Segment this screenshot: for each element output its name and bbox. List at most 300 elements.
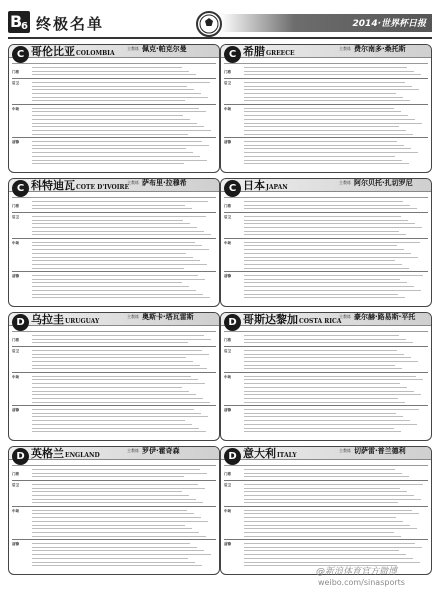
roster-row: [244, 513, 419, 514]
team-panel: [8, 312, 220, 441]
position-label: 前锋: [12, 140, 19, 145]
team-name-en: COSTA RICA: [299, 318, 342, 325]
roster-row: [32, 398, 203, 399]
team-name: [31, 313, 99, 328]
roster-row: [32, 428, 199, 429]
roster-row: [32, 231, 204, 232]
roster-row: [32, 558, 188, 559]
roster-header-row: [224, 194, 428, 198]
roster-row: [32, 532, 199, 533]
roster-row: [244, 297, 405, 298]
roster-row: [244, 100, 410, 101]
roster-row: [244, 550, 399, 551]
roster-row: [32, 339, 211, 340]
position-label: 门将: [224, 204, 231, 208]
position-divider: [12, 104, 216, 105]
roster-row: [244, 543, 415, 544]
roster-row: [244, 532, 394, 533]
roster-row: [244, 126, 399, 127]
roster-row: [244, 145, 404, 146]
roster-row: [244, 499, 421, 500]
position-divider: [224, 372, 428, 373]
roster-row: [32, 264, 207, 265]
roster-row: [32, 357, 186, 358]
position-label: 门将: [224, 70, 231, 74]
position-label: 中场: [224, 375, 231, 379]
roster-row: [244, 495, 414, 496]
coach-name: 切萨雷·普兰德利: [354, 447, 406, 455]
position-label: 前锋: [224, 542, 231, 547]
team-name-cn: 乌拉圭: [31, 313, 64, 326]
roster-row: [244, 387, 407, 388]
position-divider: [12, 271, 216, 272]
roster-row: [244, 402, 405, 403]
roster-row: [244, 476, 409, 477]
roster-row: [32, 536, 206, 537]
roster-row: [244, 517, 396, 518]
roster-row: [244, 152, 418, 153]
roster-row: [32, 257, 193, 258]
roster-row: [32, 141, 202, 142]
roster-row: [32, 253, 186, 254]
roster-row: [244, 290, 421, 291]
team-name-cn: 科特迪瓦: [31, 179, 75, 192]
group-letter: D: [224, 448, 241, 465]
roster-header-row: [224, 328, 428, 332]
roster-row: [32, 387, 182, 388]
roster-row: [244, 89, 419, 90]
coach-name: 罗伊·霍奇森: [142, 447, 180, 455]
roster-row: [244, 379, 423, 380]
coach-name: 佩克·帕克尔曼: [142, 45, 187, 53]
roster-row: [244, 547, 422, 548]
roster-row: [32, 383, 205, 384]
roster-row: [32, 123, 197, 124]
roster-row: [244, 383, 400, 384]
roster-row: [244, 268, 409, 269]
roster-row: [32, 223, 190, 224]
roster-row: [244, 201, 403, 202]
roster-row: [244, 350, 397, 351]
position-divider: [12, 212, 216, 213]
team-panel: [220, 44, 432, 173]
team-name: [31, 447, 100, 462]
coach-label: 主教练: [339, 448, 351, 453]
roster-row: [244, 205, 410, 206]
roster-row: [244, 74, 421, 75]
position-label: 中场: [224, 241, 231, 245]
roster-row: [32, 290, 196, 291]
page-header: [0, 9, 440, 43]
position-label: 前锋: [12, 542, 19, 547]
coach-label: 主教练: [127, 46, 139, 51]
team-name-cn: 希腊: [243, 45, 265, 58]
roster-row: [244, 82, 405, 83]
coach-label: 主教练: [339, 180, 351, 185]
roster-row: [244, 484, 423, 485]
position-label: 后卫: [12, 215, 19, 220]
position-label: 门将: [12, 472, 19, 476]
roster-row: [32, 74, 196, 75]
roster-row: [244, 108, 394, 109]
roster-row: [32, 97, 208, 98]
roster-row: [32, 119, 190, 120]
group-letter: C: [224, 46, 241, 63]
position-divider: [224, 506, 428, 507]
roster-row: [244, 502, 398, 503]
group-letter: D: [12, 314, 29, 331]
roster-row: [32, 517, 201, 518]
roster-row: [244, 469, 395, 470]
roster-table: [224, 462, 428, 572]
roster-row: [244, 231, 399, 232]
position-divider: [224, 78, 428, 79]
position-divider: [224, 238, 428, 239]
team-name-en: GREECE: [266, 50, 295, 57]
roster-row: [32, 565, 202, 566]
position-label: 前锋: [224, 274, 231, 279]
position-divider: [224, 480, 428, 481]
roster-row: [32, 249, 209, 250]
position-divider: [12, 372, 216, 373]
roster-row: [32, 208, 192, 209]
coach-label: 主教练: [127, 314, 139, 319]
position-label: 后卫: [224, 215, 231, 220]
coach-name: 阿尔贝托·扎切罗尼: [354, 179, 413, 187]
roster-row: [244, 361, 418, 362]
roster-row: [244, 245, 397, 246]
roster-row: [32, 111, 206, 112]
roster-row: [244, 223, 415, 224]
roster-row: [244, 510, 412, 511]
roster-row: [244, 93, 396, 94]
roster-row: [32, 260, 200, 261]
team-panel: [8, 446, 220, 575]
section-title: 终极名单: [36, 15, 105, 33]
team-name-cn: 哥斯达黎加: [243, 313, 298, 326]
roster-row: [244, 488, 400, 489]
roster-row: [32, 220, 183, 221]
group-letter: C: [12, 180, 29, 197]
roster-row: [244, 242, 420, 243]
roster-row: [244, 525, 410, 526]
roster-row: [244, 342, 413, 343]
roster-row: [244, 71, 414, 72]
roster-row: [244, 160, 402, 161]
roster-row: [32, 513, 194, 514]
roster-row: [32, 365, 200, 366]
roster-row: [244, 67, 407, 68]
roster-row: [32, 368, 207, 369]
roster-row: [32, 86, 187, 87]
roster-row: [32, 379, 198, 380]
roster-row: [32, 416, 208, 417]
roster-row: [244, 119, 415, 120]
position-label: 后卫: [224, 349, 231, 354]
position-label: 中场: [12, 107, 19, 111]
position-divider: [12, 480, 216, 481]
roster-row: [244, 536, 401, 537]
roster-row: [244, 130, 406, 131]
team-name-en: ENGLAND: [65, 452, 100, 459]
page-number-letter: B: [10, 12, 23, 31]
roster-row: [32, 409, 194, 410]
roster-row: [244, 354, 404, 355]
roster-row: [32, 402, 210, 403]
roster-row: [244, 357, 411, 358]
roster-row: [32, 342, 188, 343]
position-label: 后卫: [12, 483, 19, 488]
roster-row: [244, 282, 407, 283]
position-label: 后卫: [12, 81, 19, 86]
roster-row: [244, 294, 398, 295]
roster-row: [32, 510, 187, 511]
roster-row: [244, 562, 420, 563]
roster-table: [12, 462, 216, 572]
roster-row: [32, 420, 185, 421]
position-label: 中场: [12, 509, 19, 513]
roster-row: [32, 268, 184, 269]
coach-name: 费尔南多·桑托斯: [354, 45, 406, 53]
roster-row: [32, 134, 188, 135]
roster-row: [32, 71, 189, 72]
roster-header-row: [224, 60, 428, 64]
roster-row: [32, 488, 205, 489]
team-name: [243, 45, 295, 60]
roster-row: [32, 499, 196, 500]
roster-row: [244, 365, 395, 366]
roster-row: [244, 398, 398, 399]
team-name-cn: 英格兰: [31, 447, 64, 460]
roster-row: [32, 521, 208, 522]
roster-row: [244, 376, 416, 377]
roster-row: [32, 469, 200, 470]
weibo-watermark: @新浪体育官方微博: [316, 567, 398, 577]
roster-header-row: [12, 60, 216, 64]
position-divider: [224, 539, 428, 540]
roster-row: [32, 550, 204, 551]
roster-row: [244, 115, 408, 116]
roster-row: [244, 391, 414, 392]
roster-row: [32, 163, 184, 164]
position-label: 后卫: [224, 483, 231, 488]
roster-row: [32, 528, 192, 529]
position-divider: [224, 346, 428, 347]
roster-row: [244, 409, 419, 410]
position-divider: [12, 78, 216, 79]
roster-row: [244, 257, 418, 258]
roster-row: [244, 521, 403, 522]
position-label: 门将: [224, 472, 231, 476]
roster-table: [224, 328, 428, 438]
roster-header-row: [12, 194, 216, 198]
team-panel: [220, 312, 432, 441]
position-divider: [12, 346, 216, 347]
team-name-en: ITALY: [277, 452, 297, 459]
roster-row: [244, 275, 423, 276]
roster-row: [244, 558, 413, 559]
coach-label: 主教练: [339, 46, 351, 51]
team-name: [243, 179, 288, 194]
position-divider: [224, 104, 428, 105]
roster-row: [244, 141, 397, 142]
roster-header-row: [224, 462, 428, 466]
roster-row: [32, 543, 190, 544]
roster-row: [32, 495, 189, 496]
roster-row: [32, 547, 197, 548]
position-label: 门将: [12, 338, 19, 342]
roster-row: [32, 234, 211, 235]
roster-row: [244, 208, 417, 209]
position-divider: [12, 137, 216, 138]
position-label: 前锋: [12, 274, 19, 279]
roster-row: [32, 350, 202, 351]
roster-row: [244, 394, 421, 395]
header-rule: [8, 37, 432, 39]
coach-label: 主教练: [127, 448, 139, 453]
roster-row: [244, 279, 400, 280]
position-divider: [12, 506, 216, 507]
roster-row: [32, 279, 205, 280]
roster-row: [32, 424, 192, 425]
roster-row: [244, 424, 417, 425]
position-label: 门将: [12, 70, 19, 74]
roster-row: [244, 148, 411, 149]
roster-row: [244, 368, 402, 369]
team-panel: [8, 178, 220, 307]
position-divider: [224, 212, 428, 213]
roster-row: [32, 391, 189, 392]
roster-table: [12, 328, 216, 438]
roster-row: [32, 361, 193, 362]
position-divider: [12, 238, 216, 239]
roster-row: [32, 562, 195, 563]
roster-row: [32, 502, 203, 503]
roster-row: [244, 260, 395, 261]
position-divider: [12, 539, 216, 540]
team-name-en: COLOMBIA: [76, 50, 115, 57]
roster-table: [224, 194, 428, 304]
coach-name: 萨布里·拉穆希: [142, 179, 187, 187]
weibo-watermark-url: weibo.com/sinasports: [318, 578, 405, 587]
roster-row: [244, 339, 406, 340]
roster-row: [244, 134, 413, 135]
roster-table: [12, 194, 216, 304]
roster-row: [244, 111, 401, 112]
position-label: 后卫: [12, 349, 19, 354]
roster-row: [32, 126, 204, 127]
roster-row: [32, 216, 206, 217]
roster-row: [32, 148, 186, 149]
roster-row: [32, 152, 193, 153]
roster-row: [32, 297, 210, 298]
coach-name: 奥斯卡·塔瓦雷斯: [142, 313, 194, 321]
roster-table: [12, 60, 216, 170]
roster-row: [244, 473, 402, 474]
roster-row: [244, 491, 407, 492]
roster-row: [32, 67, 182, 68]
team-panel: [220, 446, 432, 575]
roster-row: [244, 253, 411, 254]
team-name-en: URUGUAY: [65, 318, 100, 325]
masthead: 2014·世界杯日报: [352, 19, 426, 29]
roster-row: [32, 394, 196, 395]
roster-row: [244, 335, 399, 336]
roster-row: [32, 160, 207, 161]
position-label: 门将: [12, 204, 19, 208]
roster-row: [32, 100, 185, 101]
roster-row: [32, 227, 197, 228]
roster-row: [32, 82, 210, 83]
roster-row: [32, 275, 198, 276]
roster-row: [244, 86, 412, 87]
position-label: 后卫: [224, 81, 231, 86]
team-name-en: COTE D'IVOIRE: [76, 184, 130, 191]
team-panel: [220, 178, 432, 307]
roster-row: [32, 89, 194, 90]
position-label: 中场: [12, 375, 19, 379]
roster-row: [244, 286, 414, 287]
team-name-en: JAPAN: [266, 184, 288, 191]
roster-row: [32, 286, 189, 287]
page-number-tab: [8, 11, 30, 33]
roster-row: [244, 97, 403, 98]
roster-row: [32, 282, 182, 283]
roster-row: [244, 163, 409, 164]
position-label: 前锋: [224, 408, 231, 413]
group-letter: C: [12, 46, 29, 63]
roster-row: [32, 201, 208, 202]
roster-row: [244, 420, 410, 421]
position-divider: [12, 405, 216, 406]
team-name-cn: 意大利: [243, 447, 276, 460]
roster-row: [32, 473, 207, 474]
group-letter: C: [224, 180, 241, 197]
position-divider: [224, 405, 428, 406]
roster-row: [32, 245, 202, 246]
ball-logo-icon: [196, 11, 222, 37]
roster-row: [244, 156, 395, 157]
roster-row: [32, 242, 195, 243]
roster-row: [32, 376, 191, 377]
roster-row: [244, 528, 417, 529]
roster-row: [244, 220, 408, 221]
roster-table: [224, 60, 428, 170]
roster-row: [32, 294, 203, 295]
roster-row: [244, 123, 422, 124]
page-number: 6: [21, 21, 28, 32]
roster-header-row: [12, 462, 216, 466]
roster-row: [244, 416, 403, 417]
position-label: 中场: [224, 509, 231, 513]
roster-row: [244, 554, 406, 555]
position-label: 门将: [224, 338, 231, 342]
group-letter: D: [224, 314, 241, 331]
team-name: [31, 45, 115, 60]
roster-row: [32, 205, 185, 206]
group-letter: D: [12, 448, 29, 465]
team-name: [243, 447, 297, 462]
roster-row: [32, 115, 183, 116]
roster-header-row: [12, 328, 216, 332]
roster-row: [32, 484, 198, 485]
roster-row: [32, 156, 200, 157]
team-name-cn: 日本: [243, 179, 265, 192]
roster-row: [244, 428, 394, 429]
position-divider: [224, 271, 428, 272]
roster-row: [32, 554, 211, 555]
roster-row: [244, 264, 402, 265]
